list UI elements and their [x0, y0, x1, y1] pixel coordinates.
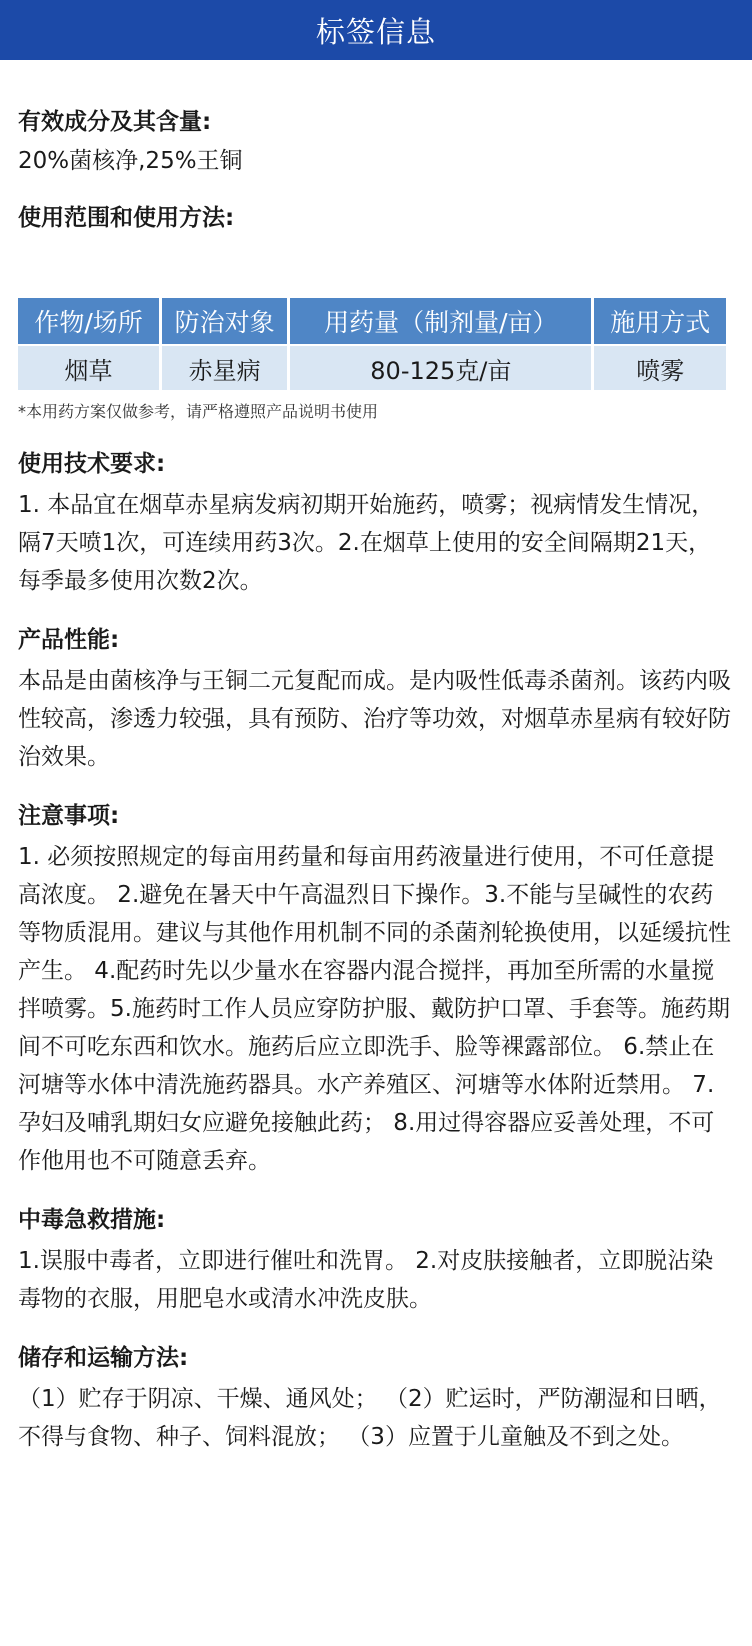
ingredient-section — [18, 106, 734, 180]
table-header-cell: 用药量（制剂量/亩） — [290, 298, 591, 344]
performance-section — [18, 624, 734, 776]
firstaid-title: 中毒急救措施: — [18, 1207, 166, 1233]
ingredient-body: 20%菌核净,25%王铜 — [18, 148, 243, 174]
table-header-row — [18, 298, 726, 344]
caution-section — [18, 800, 734, 1180]
table-header-cell: 防治对象 — [162, 298, 287, 344]
usage-section — [18, 202, 734, 234]
table-cell: 80-125克/亩 — [290, 346, 591, 390]
firstaid-body: 1.误服中毒者，立即进行催吐和洗胃。 2.对皮肤接触者，立即脱沾染毒物的衣服，用肥皂水或清水冲洗皮肤。 — [18, 1248, 714, 1312]
storage-section — [18, 1342, 734, 1456]
firstaid-section — [18, 1204, 734, 1318]
page-title: 标签信息 — [315, 14, 436, 49]
table-row — [18, 346, 726, 390]
table-cell: 赤星病 — [162, 346, 287, 390]
performance-body: 本品是由菌核净与王铜二元复配而成。是内吸性低毒杀菌剂。该药内吸性较高，渗透力较强，具有预防、治疗等功效，对烟草赤星病有较好防治效果。 — [18, 668, 731, 770]
caution-title: 注意事项: — [18, 803, 120, 829]
tech-body: 1. 本品宜在烟草赤星病发病初期开始施药，喷雾；视病情发生情况，隔7天喷1次，可连续用药3次。2.在烟草上使用的安全间隔期21天，每季最多使用次数2次。 — [18, 492, 715, 594]
label-content — [0, 106, 752, 1456]
tech-section — [18, 448, 734, 600]
performance-title: 产品性能: — [18, 627, 120, 653]
table-header-cell: 施用方式 — [594, 298, 726, 344]
caution-body: 1. 必须按照规定的每亩用药量和每亩用药液量进行使用，不可任意提高浓度。 2.避免在暑天中午高温烈日下操作。3.不能与呈碱性的农药等物质混用。建议与其他作用机制不同的杀菌剂轮换使用，以延缓抗性产生。 4.配药时先以少量水在容器内混合搅拌，再加至所需的水量搅拌喷雾。5.施药时工作人员应穿防护服、戴防护口罩、手套等。施药期间不可吃东西和饮水。施药后应立即洗手、脸等裸露部位。 6.禁止在河塘等水体中清洗施药器具。水产养殖区、河塘等水体附近禁用。 7.孕妇及哺乳期妇女应避免接触此药； 8.用过得容器应妥善处理，不可作他用也不可随意丢弃。 — [18, 844, 731, 1174]
page-header — [0, 0, 752, 60]
storage-title: 储存和运输方法: — [18, 1345, 189, 1371]
table-cell: 喷雾 — [594, 346, 726, 390]
usage-note: *本用药方案仅做参考，请严格遵照产品说明书使用 — [18, 402, 379, 421]
usage-title: 使用范围和使用方法: — [18, 205, 235, 231]
table-header-cell: 作物/场所 — [18, 298, 159, 344]
ingredient-title: 有效成分及其含量: — [18, 109, 212, 135]
storage-body: （1）贮存于阴凉、干燥、通风处； （2）贮运时，严防潮湿和日晒，不得与食物、种子、饲料混放； （3）应置于儿童触及不到之处。 — [18, 1386, 722, 1450]
usage-table — [15, 296, 729, 392]
tech-title: 使用技术要求: — [18, 451, 166, 477]
table-cell: 烟草 — [18, 346, 159, 390]
